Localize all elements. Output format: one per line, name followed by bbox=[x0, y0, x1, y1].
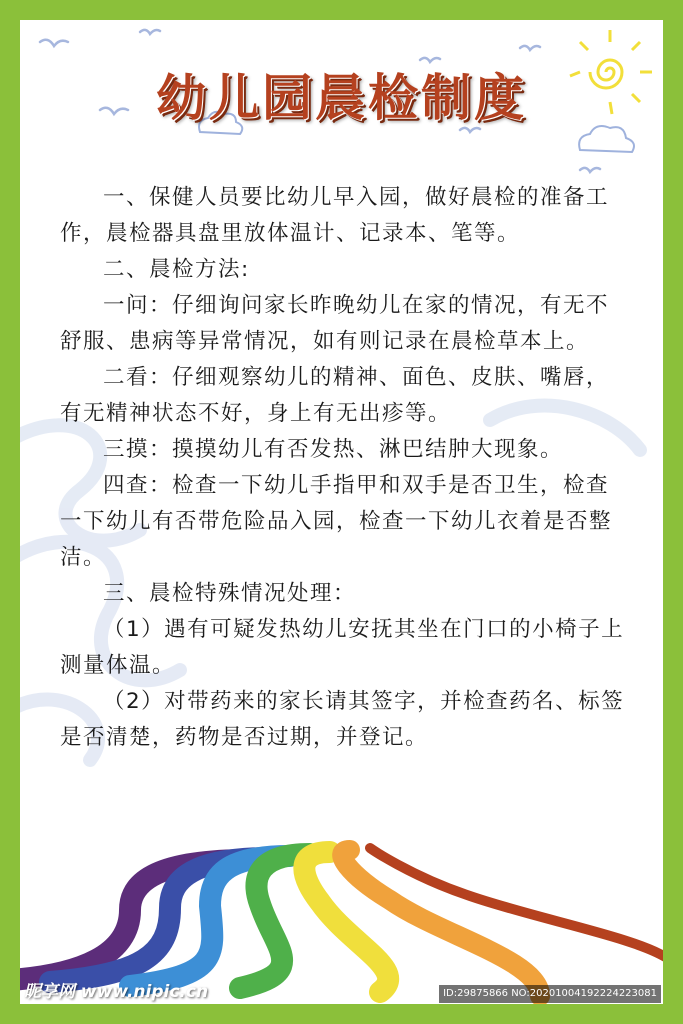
rainbow-road-decoration bbox=[20, 848, 663, 996]
paragraph: （1）遇有可疑发热幼儿安抚其坐在门口的小椅子上测量体温。 bbox=[60, 617, 625, 678]
paragraph: 一、保健人员要比幼儿早入园，做好晨检的准备工作，晨检器具盘里放体温计、记录本、笔等。 bbox=[60, 185, 610, 246]
paragraph: （2）对带药来的家长请其签字，并检查药名、标签是否清楚，药物是否过期，并登记。 bbox=[60, 689, 625, 750]
paragraph: 一问：仔细询问家长昨晚幼儿在家的情况，有无不舒服、患病等异常情况，如有则记录在晨检草本上。 bbox=[60, 293, 610, 354]
paragraph: 三摸：摸摸幼儿有否发热、淋巴结肿大现象。 bbox=[103, 437, 564, 462]
paragraph: 三、晨检特殊情况处理： bbox=[103, 581, 357, 606]
paragraph: 二、晨检方法: bbox=[103, 257, 250, 282]
watermark-logo: 昵享网 www.nipic.cn bbox=[24, 982, 209, 1002]
paragraph: 四查：检查一下幼儿手指甲和双手是否卫生，检查一下幼儿有否带危险品入园，检查一下幼儿衣着是否整洁。 bbox=[60, 473, 613, 570]
regulation-body bbox=[60, 180, 630, 756]
watermark-id: ID:29875866 NO:20201004192224223081 bbox=[439, 985, 661, 1003]
watermark-bar bbox=[20, 980, 663, 1004]
paragraph: 二看：仔细观察幼儿的精神、面色、皮肤、嘴唇，有无精神状态不好，身上有无出疹等。 bbox=[60, 365, 610, 426]
poster-title: 幼儿园晨检制度 bbox=[156, 69, 527, 127]
